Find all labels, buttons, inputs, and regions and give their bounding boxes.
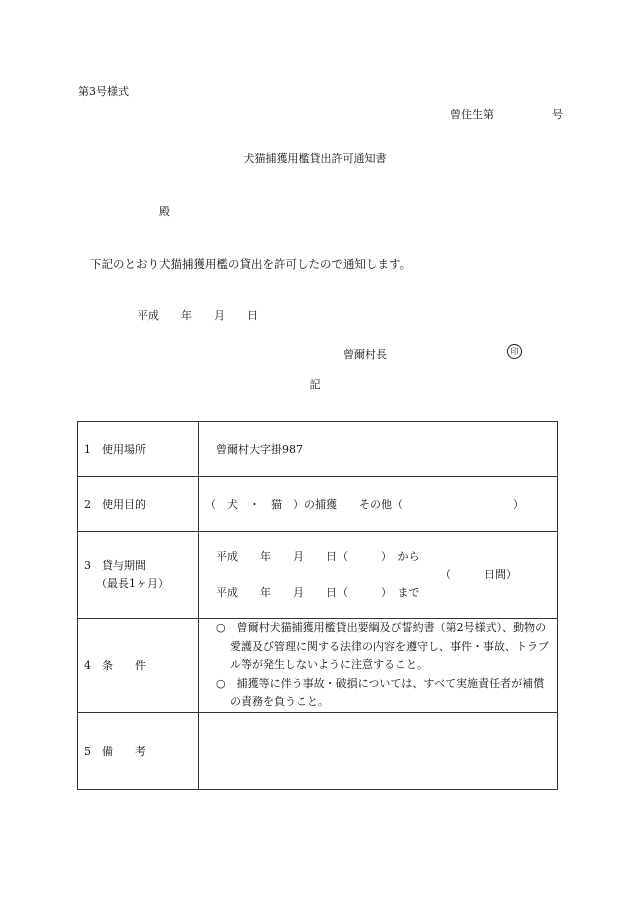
- condition-item: ○ 曾爾村犬猫捕獲用檻貸出要綱及び誓約書（第2号様式）、動物の愛護及び管理に関する法律の内容を遵守し、事件・事故、トラブル等が発生しないように注意すること。: [216, 621, 549, 671]
- date-month: 月: [214, 309, 225, 322]
- table-row: [78, 422, 558, 477]
- issuer: 曾爾村長: [343, 348, 387, 361]
- conditions-value: [199, 619, 558, 713]
- detail-table: [77, 421, 558, 790]
- document-number: [450, 106, 563, 122]
- date-day: 日: [247, 309, 258, 322]
- date-year: 年: [181, 309, 192, 322]
- period-days: （ 日間）: [440, 568, 517, 581]
- form-number: 第3号様式: [78, 85, 129, 98]
- table-row: [78, 532, 558, 619]
- table-row: [78, 477, 558, 532]
- condition-item: ○ 捕獲等に伴う事故・破損については、すべて実施責任者が補償の責務を負うこと。: [216, 676, 545, 708]
- seal-mark: 印: [507, 344, 522, 359]
- period-value: [199, 532, 558, 619]
- place-value: 曾爾村大字掛987: [199, 422, 558, 477]
- conditions-header: 4 条 件: [78, 619, 199, 713]
- period-header: 3 貸与期間: [84, 559, 146, 572]
- period-header-cell: [78, 532, 199, 619]
- remarks-value: [199, 712, 558, 789]
- document-number-prefix: 曾住生第: [450, 108, 494, 121]
- period-from: 平成 年 月 日（ ） から: [216, 550, 420, 563]
- place-header: 1 使用場所: [78, 422, 199, 477]
- ki-heading: 記: [309, 378, 321, 391]
- issue-date: [137, 307, 258, 323]
- addressee: 殿: [159, 205, 170, 218]
- table-row: [78, 619, 558, 713]
- purpose-value: （ 犬 ・ 猫 ）の捕獲 その他（ ）: [199, 477, 558, 532]
- period-to: 平成 年 月 日（ ） まで: [216, 586, 420, 599]
- purpose-header: 2 使用目的: [78, 477, 199, 532]
- document-number-suffix: 号: [552, 108, 563, 121]
- remarks-header: 5 備 考: [78, 712, 199, 789]
- table-row: [78, 712, 558, 789]
- date-era: 平成: [137, 309, 159, 322]
- body-text: 下記のとおり犬猫捕獲用檻の貸出を許可したので通知します。: [90, 257, 412, 271]
- document-title: 犬猫捕獲用檻貸出許可通知書: [243, 152, 387, 165]
- period-header-sub: （最長1ヶ月）: [96, 577, 169, 590]
